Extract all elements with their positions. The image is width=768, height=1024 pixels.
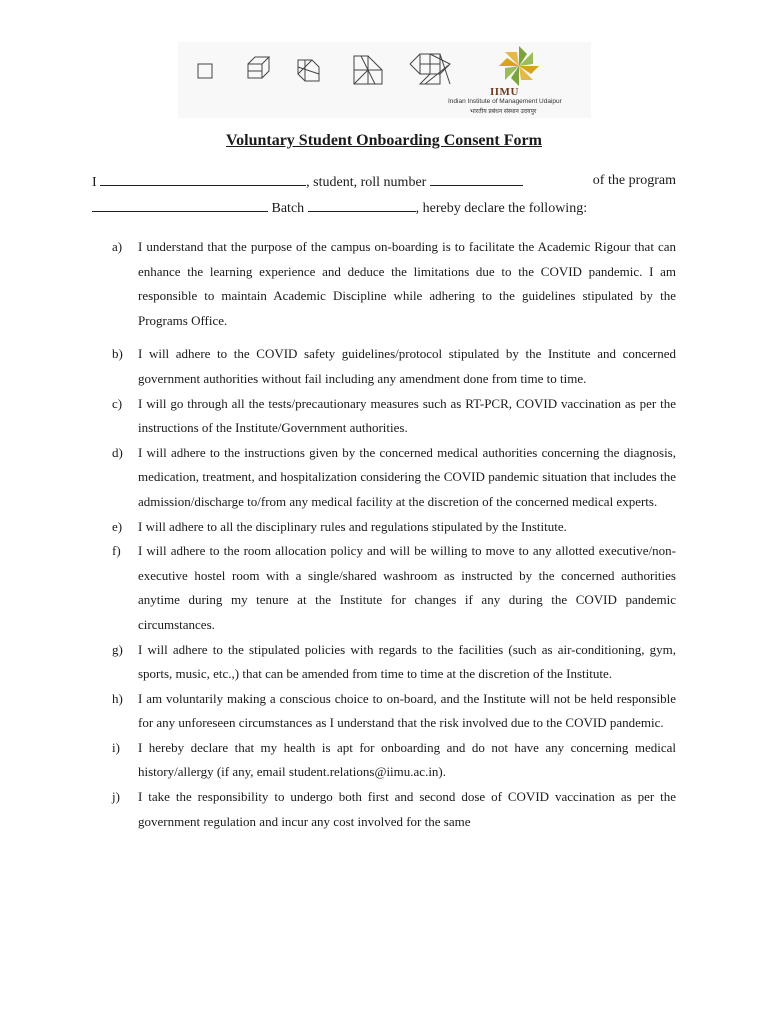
roll-number-blank [430, 173, 523, 186]
list-marker: j) [112, 789, 120, 805]
list-marker: f) [112, 543, 121, 559]
list-marker: a) [112, 239, 123, 254]
list-item [112, 392, 676, 441]
letterhead [178, 42, 591, 118]
list-item-text: I will adhere to the stipulated policies with regards to the facilities (such as air-conditioning, gym, sports, music, etc.,) that can be amended from time to time at the discretion of the Institute. [138, 641, 676, 682]
list-marker: c) [112, 395, 123, 411]
intro-declare: , hereby declare the following: [415, 201, 588, 216]
list-marker: e) [112, 518, 123, 534]
list-item-text: I hereby declare that my health is apt for onboarding and do not have any concerning medical history/allergy (if any, email student.relations@iimu.ac.in). [138, 739, 676, 780]
logo-subtitle: Indian Institute of Management Udaipur [448, 98, 562, 105]
intro-batch: Batch [271, 201, 305, 216]
geometric-motif-icon [192, 50, 462, 96]
list-item [112, 441, 676, 515]
list-item [112, 785, 676, 834]
list-item-text: I am voluntarily making a conscious choice to on-board, and the Institute will not be held responsible for any unforeseen circumstances as I understand that the risk involved due to the COVID pandemic. [138, 690, 676, 731]
list-item-text: I understand that the purpose of the campus on-boarding is to facilitate the Academic Rigour that can enhance the learning experience and deduce the limitations due to the COVID pandemic. I am responsible to maintain Academic Discipline while adhering to the guidelines stipulated by the Programs Office. [138, 239, 676, 328]
list-item-text: I will adhere to the instructions given by the concerned medical authorities concerning the diagnosis, medication, treatment, and hospitalization considering the COVID pandemic situation that includes the admission/discharge to/from any medical facility at the discretion of the concerned medical experts. [138, 444, 676, 509]
list-item [112, 539, 676, 637]
intro-i: I [92, 175, 97, 190]
list-item [112, 638, 676, 687]
list-item [112, 342, 676, 391]
batch-blank [308, 199, 416, 212]
list-item-text: I will adhere to the COVID safety guidelines/protocol stipulated by the Institute and concerned government authorities without fail including any amendment done from time to time. [138, 346, 676, 386]
name-blank [100, 173, 306, 186]
list-marker: i) [112, 739, 120, 755]
logo-name: IIMU [490, 86, 519, 98]
list-item-text: I take the responsibility to undergo both first and second dose of COVID vaccination as per the government regulation and incur any cost involved for the same [138, 789, 676, 829]
declaration-list [112, 235, 676, 834]
list-marker: h) [112, 690, 123, 706]
intro-program: of the program [592, 173, 676, 188]
program-blank [92, 199, 268, 212]
form-title: Voluntary Student Onboarding Consent Form [226, 132, 542, 149]
list-item [112, 736, 676, 785]
logo-hindi-subtitle: भारतीय प्रबंधन संस्थान उदयपुर [470, 109, 537, 115]
list-marker: g) [112, 641, 123, 657]
list-item [112, 515, 676, 540]
list-item-text: I will adhere to all the disciplinary rules and regulations stipulated by the Institute. [138, 518, 567, 534]
intro-student: , student, roll number [306, 175, 427, 190]
iimu-pinwheel-logo-icon [497, 44, 541, 88]
list-item-text: I will adhere to the room allocation policy and will be willing to move to any allotted executive/non-executive hostel room with a single/shared washroom as instructed by the concerned authorities anytime during my tenure at the Institute for changes if any during the COVID pandemic circumstances. [138, 543, 676, 632]
list-item-text: I will go through all the tests/precautionary measures such as RT-PCR, COVID vaccination as per the instructions of the Institute/Government authorities. [138, 395, 676, 436]
intro-line-1 [92, 173, 676, 191]
list-marker: d) [112, 444, 123, 460]
intro-line-2 [92, 199, 676, 217]
list-marker: b) [112, 346, 123, 362]
list-item [112, 235, 676, 333]
list-item [112, 687, 676, 736]
